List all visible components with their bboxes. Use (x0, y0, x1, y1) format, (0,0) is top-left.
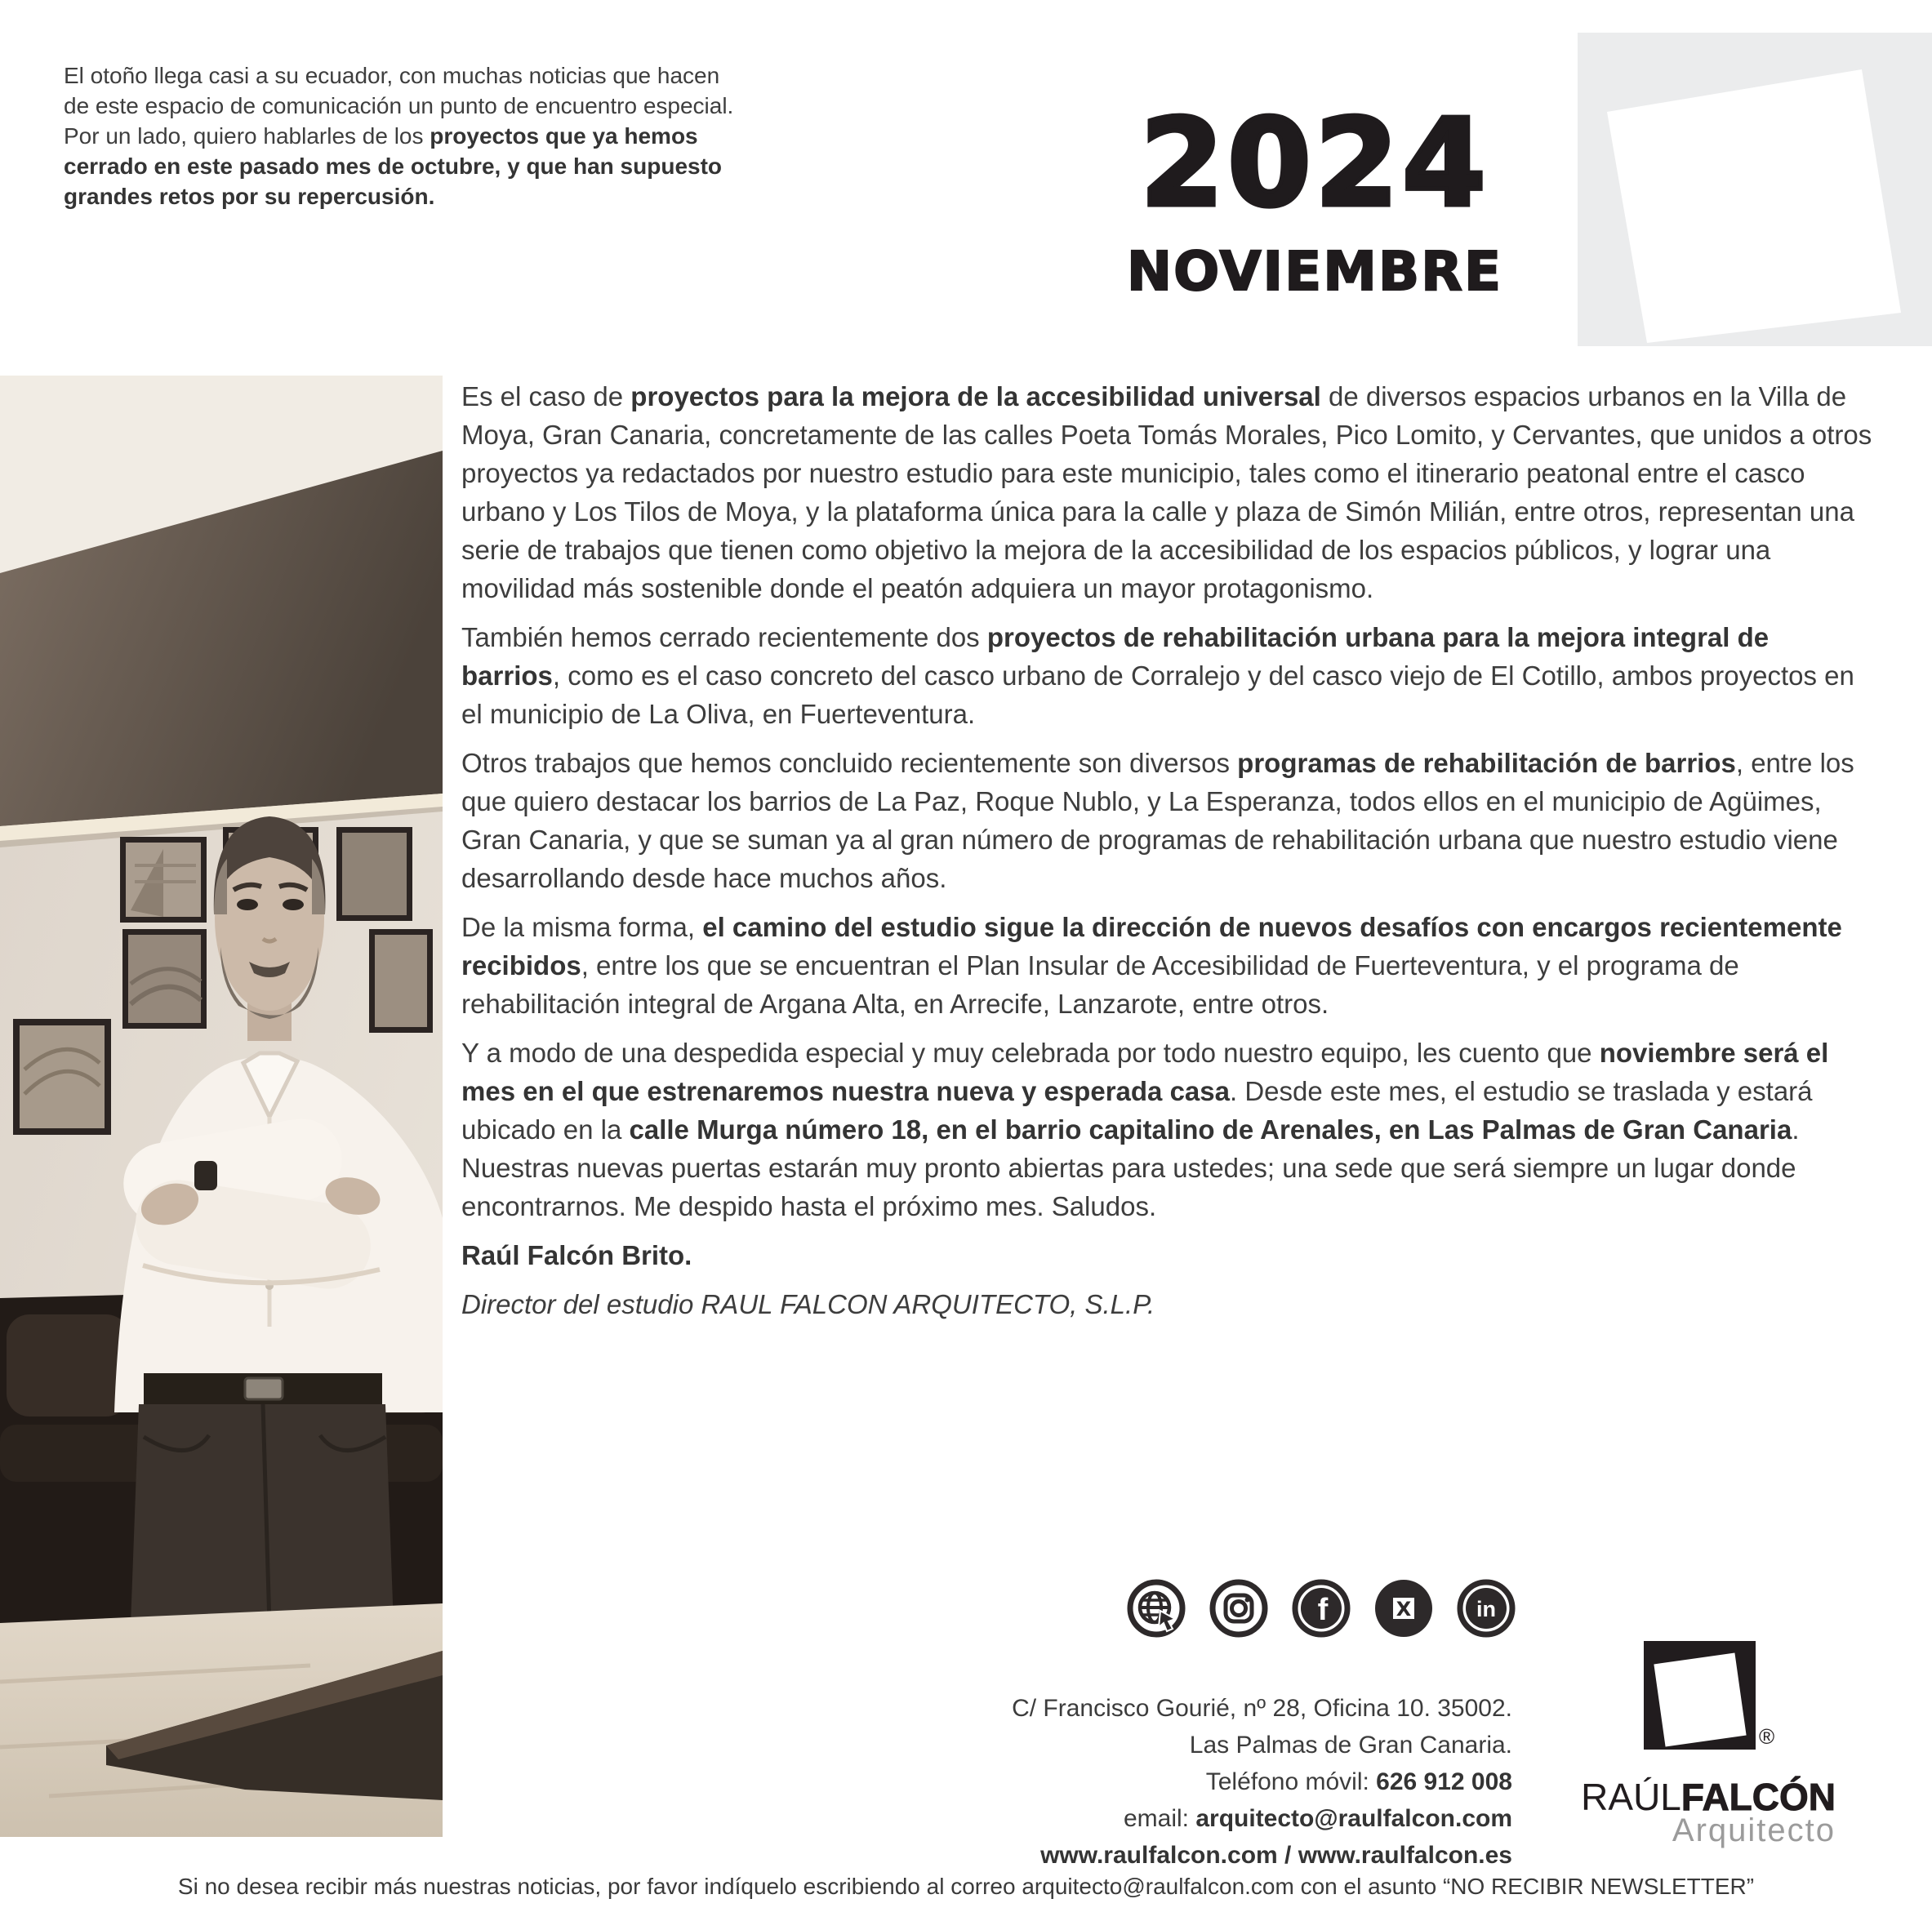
facebook-icon[interactable] (1291, 1578, 1351, 1639)
masthead-year: 2024 (1140, 93, 1489, 233)
brand-wordmark (1581, 1778, 1836, 1816)
logo-watermark-block (1578, 33, 1932, 346)
x-icon[interactable] (1373, 1578, 1434, 1639)
contact-line: Las Palmas de Gran Canaria. (1189, 1732, 1512, 1759)
tilted-square-icon (1654, 1653, 1746, 1747)
contact-line[interactable]: email: arquitecto@raulfalcon.com (1123, 1805, 1512, 1832)
article-paragraph: También hemos cerrado recientemente dos proyectos de rehabilitación urbana para la mejora integral de barrios, como es el caso concreto del casco urbano de Corralejo y del casco viejo de El Cotillo, ambos proyectos en el municipio de La Oliva, en Fuerteventura. (461, 622, 1854, 729)
unsubscribe-notice: Si no desea recibir más nuestras noticias, por favor indíquelo escribiendo al correo arquitecto@raulfalcon.com con el asunto “NO RECIBIR NEWSLETTER” (177, 1874, 1755, 1899)
article-paragraph: Director del estudio RAUL FALCON ARQUITECTO, S.L.P. (461, 1289, 1155, 1319)
svg-text:X: X (1396, 1598, 1412, 1621)
svg-text:f: f (1317, 1593, 1329, 1627)
brand-name-light: RAÚL (1581, 1776, 1681, 1818)
intro-paragraph: Por un lado, quiero hablarles de los proyectos que ya hemos cerrado en este pasado mes de octubre, y que han supuesto grandes retos por su repercusión. (64, 123, 723, 209)
article-paragraph: De la misma forma, el camino del estudio sigue la dirección de nuevos desafíos con encargos recientemente recibidos, entre los que se encuentran el Plan Insular de Accesibilidad de Fuerteventura, y el programa de rehabilitación integral de Argana Alta, en Arrecife, Lanzarote, entre otros. (461, 912, 1842, 1019)
article-paragraph: Otros trabajos que hemos concluido recientemente son diversos programas de rehabilitación de barrios, entre los que quiero destacar los barrios de La Paz, Roque Nublo, y La Esperanza, todos ellos en el municipio de Agüimes, Gran Canaria, y que se suman ya al gran número de programas de rehabilitación urbana que nuestro estudio viene desarrollando desde hace muchos años. (461, 748, 1854, 893)
instagram-icon[interactable] (1209, 1578, 1269, 1639)
article-body (461, 377, 1874, 1334)
contact-line: Teléfono móvil: 626 912 008 (1205, 1768, 1512, 1795)
article-paragraph: Y a modo de una despedida especial y muy celebrada por todo nuestro equipo, les cuento que noviembre será el mes en el que estrenaremos nuestra nueva y esperada casa. Desde este mes, el estudio se traslada y estará ubicado en la calle Murga número 18, en el barrio capitalino de Arenales, en Las Palmas de Gran Canaria. Nuestras nuevas puertas estarán muy pronto abiertas para ustedes; una sede que será siempre un lugar donde encontrarnos. Me despido hasta el próximo mes. Saludos. (461, 1038, 1829, 1221)
tilted-square-icon (1578, 33, 1932, 346)
masthead-month: NOVIEMBRE (1126, 240, 1503, 303)
social-icons-row (1126, 1578, 1516, 1639)
masthead (1102, 93, 1527, 303)
article-paragraph: Es el caso de proyectos para la mejora de la accesibilidad universal de diversos espacios urbanos en la Villa de Moya, Gran Canaria, concretamente de las calles Poeta Tomás Morales, Pico Lomito, y Cervantes, que unidos a otros proyectos ya redactados por nuestro estudio para este municipio, tales como el itinerario peatonal entre el casco urbano y Los Tilos de Moya, y la plataforma única para la calle y plaza de Simón Milián, entre otros, representan una serie de trabajos que tienen como objetivo la mejora de la accesibilidad de los espacios públicos, y lograr una movilidad más sostenible donde el peatón adquiera un mayor protagonismo. (461, 381, 1872, 603)
intro-text (64, 60, 741, 211)
intro-paragraph: El otoño llega casi a su ecuador, con muchas noticias que hacen de este espacio de comunicación un punto de encuentro especial. (64, 63, 734, 118)
contact-line[interactable]: www.raulfalcon.com / www.raulfalcon.es (1040, 1842, 1512, 1869)
linkedin-icon[interactable] (1456, 1578, 1516, 1639)
website-icon[interactable] (1126, 1578, 1186, 1639)
brand-subtitle: Arquitecto (1672, 1812, 1836, 1848)
registered-mark: ® (1759, 1724, 1775, 1749)
svg-text:in: in (1476, 1597, 1496, 1621)
architect-portrait-photo (0, 376, 443, 1837)
contact-block (1012, 1690, 1512, 1874)
contact-line: C/ Francisco Gourié, nº 28, Oficina 10. 35002. (1012, 1695, 1512, 1722)
article-paragraph: Raúl Falcón Brito. (461, 1240, 692, 1270)
brand-logo-square (1644, 1641, 1756, 1750)
brand-name-heavy: FALCÓN (1680, 1776, 1836, 1818)
